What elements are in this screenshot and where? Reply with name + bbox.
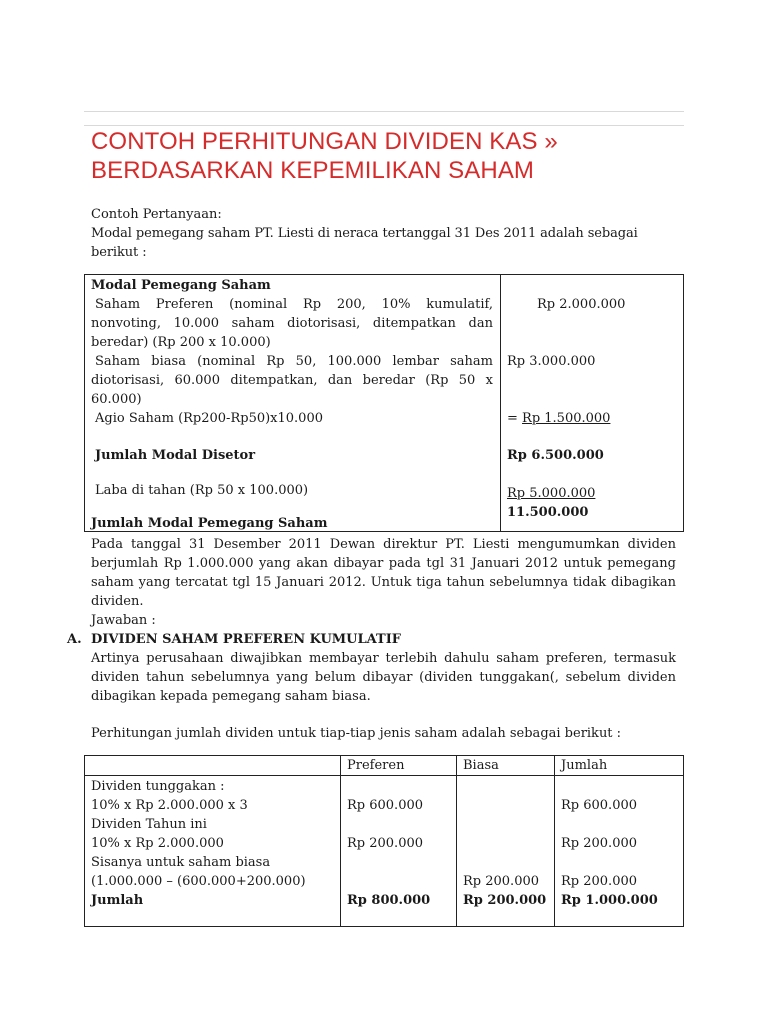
equity-row-label: Laba di tahan (Rp 50 x 100.000) — [95, 483, 309, 498]
equity-table-divider — [500, 275, 501, 531]
dividend-header-line — [85, 775, 683, 776]
dividend-header: Jumlah — [561, 758, 608, 773]
equity-row-label: Jumlah Modal Pemegang Saham — [91, 516, 328, 531]
dividend-total-jumlah: Rp 1.000.000 — [561, 893, 658, 908]
dividend-header: Preferen — [347, 758, 405, 773]
dividend-total-biasa: Rp 200.000 — [463, 893, 547, 908]
dividend-line-jumlah: Rp 200.000 — [561, 874, 638, 889]
dividend-line-jumlah: Rp 600.000 — [561, 798, 638, 813]
dividend-table — [84, 755, 684, 927]
dividend-line-biasa: Rp 200.000 — [463, 874, 540, 889]
equity-row-label: Saham biasa (nominal Rp 50, 100.000 lembar saham diotorisasi, 60.000 ditempatkan, dan beredar (Rp 50 x 60.000) — [91, 354, 493, 407]
dividend-col-line — [554, 756, 555, 926]
dividend-line-preferen: Rp 600.000 — [347, 798, 424, 813]
equity-row-label: Agio Saham (Rp200-Rp50)x10.000 — [95, 411, 323, 426]
section-a-marker: A. — [67, 632, 82, 647]
dividend-line-label: Sisanya untuk saham biasa — [91, 855, 271, 870]
dividend-line-label: (1.000.000 – (600.000+200.000) — [91, 874, 306, 889]
dividend-line-jumlah: Rp 200.000 — [561, 836, 638, 851]
equity-row-value: Rp 5.000.000 — [507, 486, 596, 501]
equity-row-label: Saham Preferen (nominal Rp 200, 10% kumulatif, nonvoting, 10.000 saham diotorisasi, ditempatkan dan beredar) (Rp 200 x 10.000) — [91, 297, 493, 350]
equity-row-value: Rp 6.500.000 — [507, 448, 604, 463]
dividend-col-line — [456, 756, 457, 926]
dividend-line-preferen: Rp 200.000 — [347, 836, 424, 851]
equity-value-amount: Rp 1.500.000 — [522, 411, 611, 426]
question-label: Contoh Pertanyaan: — [91, 207, 222, 222]
equity-row-value — [507, 409, 610, 428]
page-title: CONTOH PERHITUNGAN DIVIDEN KAS » BERDASARKAN KEPEMILIKAN SAHAM — [91, 128, 558, 184]
dividend-total-preferen: Rp 800.000 — [347, 893, 431, 908]
section-a-heading: DIVIDEN SAHAM PREFEREN KUMULATIF — [91, 632, 402, 647]
section-a-body: Artinya perusahaan diwajibkan membayar terlebih dahulu saham preferen, termasuk dividen tahun sebelumnya yang belum dibayar (dividen tunggakan(, sebelum dividen dibagikan kepada pemegang saham biasa. — [91, 651, 676, 704]
announcement-text: Pada tanggal 31 Desember 2011 Dewan direktur PT. Liesti mengumumkan dividen berjumlah Rp 1.000.000 yang akan dibayar pada tgl 31 Januari 2012 untuk pemegang saham yang tercatat tgl 15 Januari 2012. Untuk tiga tahun sebelumnya tidak dibagikan dividen. — [91, 537, 676, 609]
equity-value-prefix: = — [507, 411, 523, 426]
equity-row-value: 11.500.000 — [507, 505, 589, 520]
equity-row-value: Rp 2.000.000 — [537, 297, 626, 312]
equity-table — [84, 274, 684, 532]
dividend-header: Biasa — [463, 758, 499, 773]
dividend-total-label: Jumlah — [91, 893, 144, 908]
calc-intro: Perhitungan jumlah dividen untuk tiap-tiap jenis saham adalah sebagai berikut : — [91, 726, 622, 741]
dividend-line-label: 10% x Rp 2.000.000 — [91, 836, 224, 851]
question-text: Modal pemegang saham PT. Liesti di neraca tertanggal 31 Des 2011 adalah sebagai berikut : — [91, 226, 638, 260]
equity-heading: Modal Pemegang Saham — [91, 278, 271, 293]
top-divider — [84, 111, 684, 112]
answer-label: Jawaban : — [91, 613, 156, 628]
dividend-line-label: Dividen Tahun ini — [91, 817, 207, 832]
title-divider — [84, 125, 684, 126]
equity-row-label: Jumlah Modal Disetor — [95, 448, 256, 463]
dividend-line-label: 10% x Rp 2.000.000 x 3 — [91, 798, 248, 813]
equity-row-value: Rp 3.000.000 — [507, 354, 596, 369]
dividend-line-label: Dividen tunggakan : — [91, 779, 225, 794]
dividend-col-line — [340, 756, 341, 926]
